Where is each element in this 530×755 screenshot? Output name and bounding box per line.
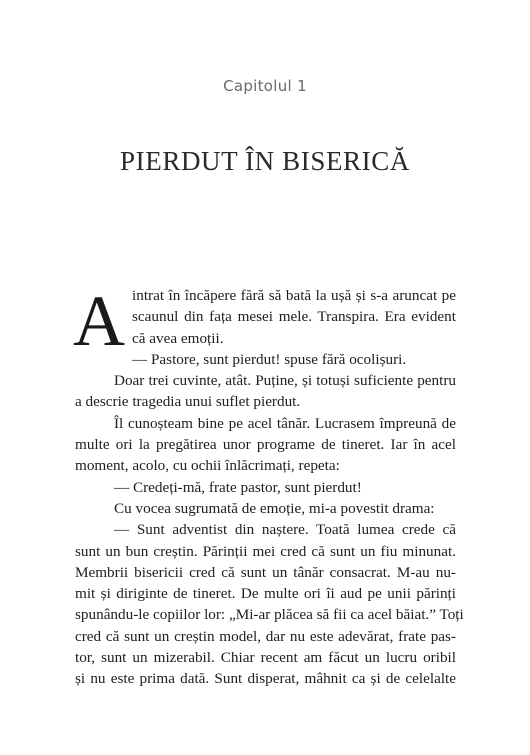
text-line: și nu este prima dată. Sunt disperat, mâhnit ca și de celelalte (75, 670, 456, 688)
text-line: Doar trei cuvinte, atât. Puține, și totuși suficiente pentru (114, 372, 456, 390)
text-line: Cu vocea sugrumată de emoție, mi-a povestit drama: (114, 499, 435, 517)
text-line: — Pastore, sunt pierdut! spuse fără ocolișuri. (132, 350, 407, 368)
text-line: — Credeți-mă, frate pastor, sunt pierdut! (114, 478, 362, 496)
text-line: tor, sunt un mizerabil. Chiar recent am făcut un lucru oribil (75, 649, 456, 667)
text-line: moment, acolo, cu ochii înlăcrimați, repeta: (75, 457, 340, 475)
text-line: Membrii bisericii cred că sunt un tânăr consacrat. M-au nu- (75, 563, 456, 581)
text-line: intrat în încăpere fără să bată la ușă și s-a aruncat pe (132, 287, 456, 304)
chapter-label: Capitolul 1 (223, 77, 307, 95)
text-line: că avea emoții. (132, 329, 224, 347)
chapter-title: PIERDUT ÎN BISERICĂ (120, 146, 410, 176)
text-line: mit și diriginte de tineret. De multe ori îi aud pe unii părinți (75, 585, 456, 603)
text-line: a descrie tragedia unui suflet pierdut. (75, 393, 301, 411)
text-line: — Sunt adventist din naștere. Toată lumea crede că (114, 521, 456, 539)
text-line: cred că sunt un creștin model, dar nu este adevărat, frate pas- (75, 627, 456, 645)
text-line: multe ori la pregătirea unor programe de tineret. Iar în acel (75, 436, 456, 454)
text-line: scaunul din fața mesei mele. Transpira. Era evident (132, 308, 456, 326)
text-line: Îl cunoșteam bine pe acel tânăr. Lucrasem împreună de (114, 414, 456, 432)
text-line: sunt un bun creștin. Părinții mei cred că sunt un fiu minunat. (75, 542, 456, 560)
drop-cap: A (73, 281, 125, 361)
text-line: spunându-le copiilor lor: „Mi-ar plăcea să fii ca acel băiat.” Toți (75, 606, 464, 624)
chapter-body (73, 281, 464, 690)
